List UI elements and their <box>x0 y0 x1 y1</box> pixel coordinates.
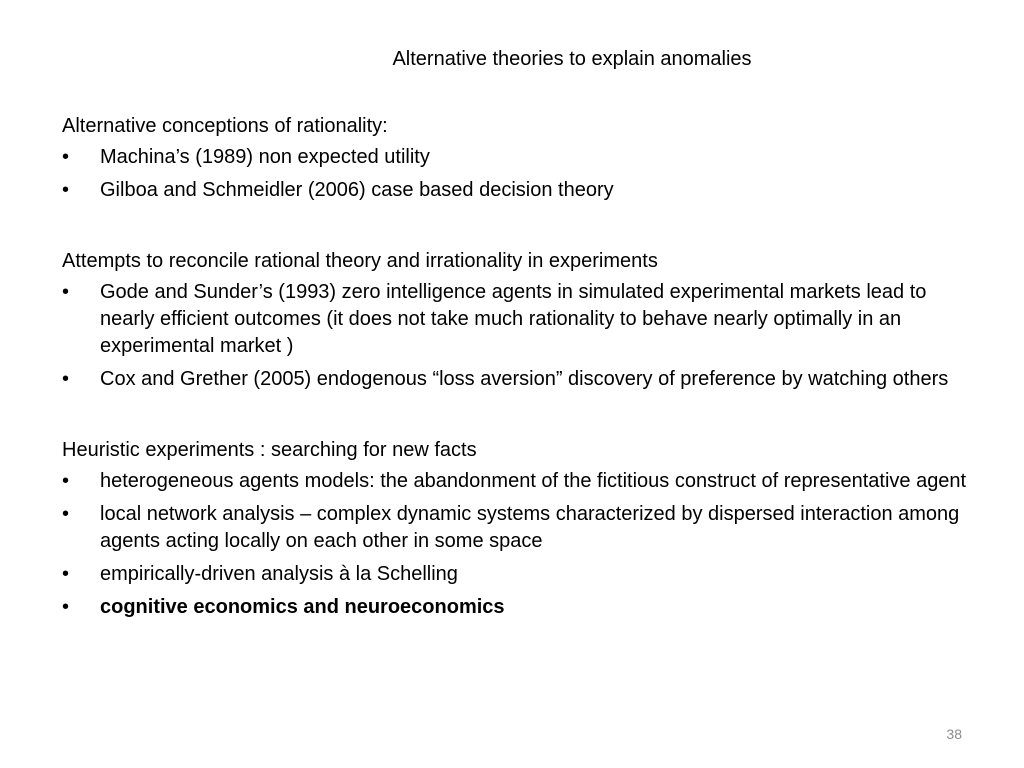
section-heading-rationality: Alternative conceptions of rationality: <box>62 115 388 137</box>
page-number: 38 <box>946 726 962 742</box>
bullet-text: Gode and Sunder’s (1993) zero intelligence agents in simulated experimental markets lead to nearly efficient outcomes (it does not take much rationality to behave nearly optimally in an experimental market ) <box>100 281 927 357</box>
bullet-text: local network analysis – complex dynamic systems characterized by dispersed interaction among agents acting locally on each other in some space <box>100 503 960 552</box>
section-spacer <box>62 399 972 437</box>
list-item <box>62 561 972 588</box>
bullet-icon: • <box>62 146 70 168</box>
bullet-icon: • <box>62 503 70 525</box>
bullet-icon: • <box>62 596 70 618</box>
list-item <box>62 144 972 171</box>
list-item <box>62 594 972 621</box>
section-heading-heuristic: Heuristic experiments : searching for new facts <box>62 439 477 461</box>
bullet-text: cognitive economics and neuroeconomics <box>100 596 505 618</box>
section-spacer <box>62 210 972 248</box>
bullet-text: Machina’s (1989) non expected utility <box>100 146 430 168</box>
slide-content <box>62 113 972 627</box>
slide-title: Alternative theories to explain anomalies <box>392 48 752 70</box>
bullet-text: heterogeneous agents models: the abandonment of the fictitious construct of representative agent <box>100 470 967 492</box>
bullet-icon: • <box>62 281 70 303</box>
bullet-list-reconcile <box>62 279 972 393</box>
section-heading-reconcile: Attempts to reconcile rational theory and irrationality in experiments <box>62 250 658 272</box>
list-item <box>62 501 972 555</box>
list-item <box>62 279 972 360</box>
list-item <box>62 177 972 204</box>
bullet-text: empirically-driven analysis à la Schelling <box>100 563 458 585</box>
list-item <box>62 366 972 393</box>
bullet-text: Cox and Grether (2005) endogenous “loss aversion” discovery of preference by watching others <box>100 368 949 390</box>
bullet-list-heuristic <box>62 468 972 621</box>
list-item <box>62 468 972 495</box>
bullet-icon: • <box>62 563 70 585</box>
bullet-icon: • <box>62 470 70 492</box>
bullet-text: Gilboa and Schmeidler (2006) case based decision theory <box>100 179 614 201</box>
bullet-icon: • <box>62 179 70 201</box>
bullet-list-rationality <box>62 144 972 204</box>
bullet-icon: • <box>62 368 70 390</box>
